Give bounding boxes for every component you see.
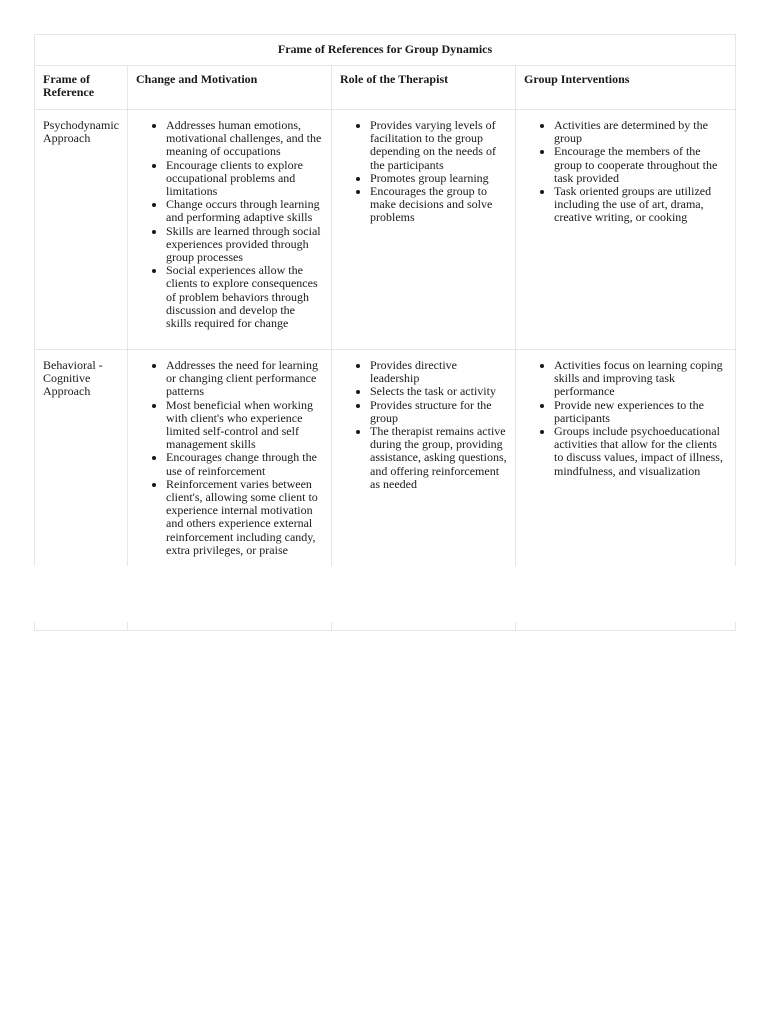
therapist-cell (332, 350, 516, 568)
list-item: • Most beneficial when working with client's who experience limited self-control and self management skills (166, 399, 323, 452)
list-item: • Provides structure for the group (370, 399, 507, 425)
list-item: • Activities focus on learning coping skills and improving task performance (554, 359, 727, 399)
frame-of-reference-table (34, 34, 736, 631)
frame-cell: Behavioral - Cognitive Approach (35, 350, 128, 568)
header-role-of-therapist: Role of the Therapist (332, 66, 516, 110)
list-item: • Task oriented groups are utilized including the use of art, drama, creative writing, or cooking (554, 185, 727, 225)
list-item: • Change occurs through learning and performing adaptive skills (166, 198, 323, 224)
header-group-interventions: Group Interventions (516, 66, 736, 110)
list-item: • Addresses the need for learning or changing client performance patterns (166, 359, 323, 399)
table-header-row (35, 66, 736, 110)
list-item: • Encourage clients to explore occupational problems and limitations (166, 159, 323, 199)
interventions-list (524, 119, 727, 225)
list-item: • Skills are learned through social experiences provided through group processes (166, 225, 323, 265)
list-item: • Encourages the group to make decisions and solve problems (370, 185, 507, 225)
list-item: • Provides varying levels of facilitation to the group depending on the needs of the participants (370, 119, 507, 172)
header-change-and-motivation: Change and Motivation (128, 66, 332, 110)
list-item: • Encourages change through the use of reinforcement (166, 451, 323, 477)
list-item: • Encourage the members of the group to cooperate throughout the task provided (554, 145, 727, 185)
table-row (35, 110, 736, 350)
therapist-cell (332, 110, 516, 350)
change-cell (128, 110, 332, 350)
interventions-cell (516, 110, 736, 350)
list-item: • Groups include psychoeducational activities that allow for the clients to discuss values, impact of illness, mindfulness, and visualization (554, 425, 727, 478)
frame-cell: Psychodynamic Approach (35, 110, 128, 350)
table-row (35, 350, 736, 568)
list-item: • Activities are determined by the group (554, 119, 727, 145)
list-item: • Selects the task or activity (370, 385, 507, 398)
therapist-list (340, 359, 507, 491)
list-item: • Provide new experiences to the participants (554, 399, 727, 425)
list-item: • Reinforcement varies between client's, allowing some client to experience internal motivation and others experience external reinforcement including candy, extra privileges, or praise (166, 478, 323, 557)
therapist-list (340, 119, 507, 225)
interventions-cell (516, 350, 736, 568)
change-cell (128, 350, 332, 568)
change-list (136, 119, 323, 330)
list-item: • Social experiences allow the clients to explore consequences of problem behaviors through discussion and develop the skills required for change (166, 264, 323, 330)
list-item: • Promotes group learning (370, 172, 507, 185)
change-list (136, 359, 323, 557)
header-frame-of-reference: Frame of Reference (35, 66, 128, 110)
list-item: • The therapist remains active during the group, providing assistance, asking questions, and offering reinforcement as needed (370, 425, 507, 491)
interventions-list (524, 359, 727, 478)
list-item: • Addresses human emotions, motivational challenges, and the meaning of occupations (166, 119, 323, 159)
list-item: • Provides directive leadership (370, 359, 507, 385)
page-clip (34, 566, 736, 622)
table-title: Frame of References for Group Dynamics (35, 35, 736, 66)
